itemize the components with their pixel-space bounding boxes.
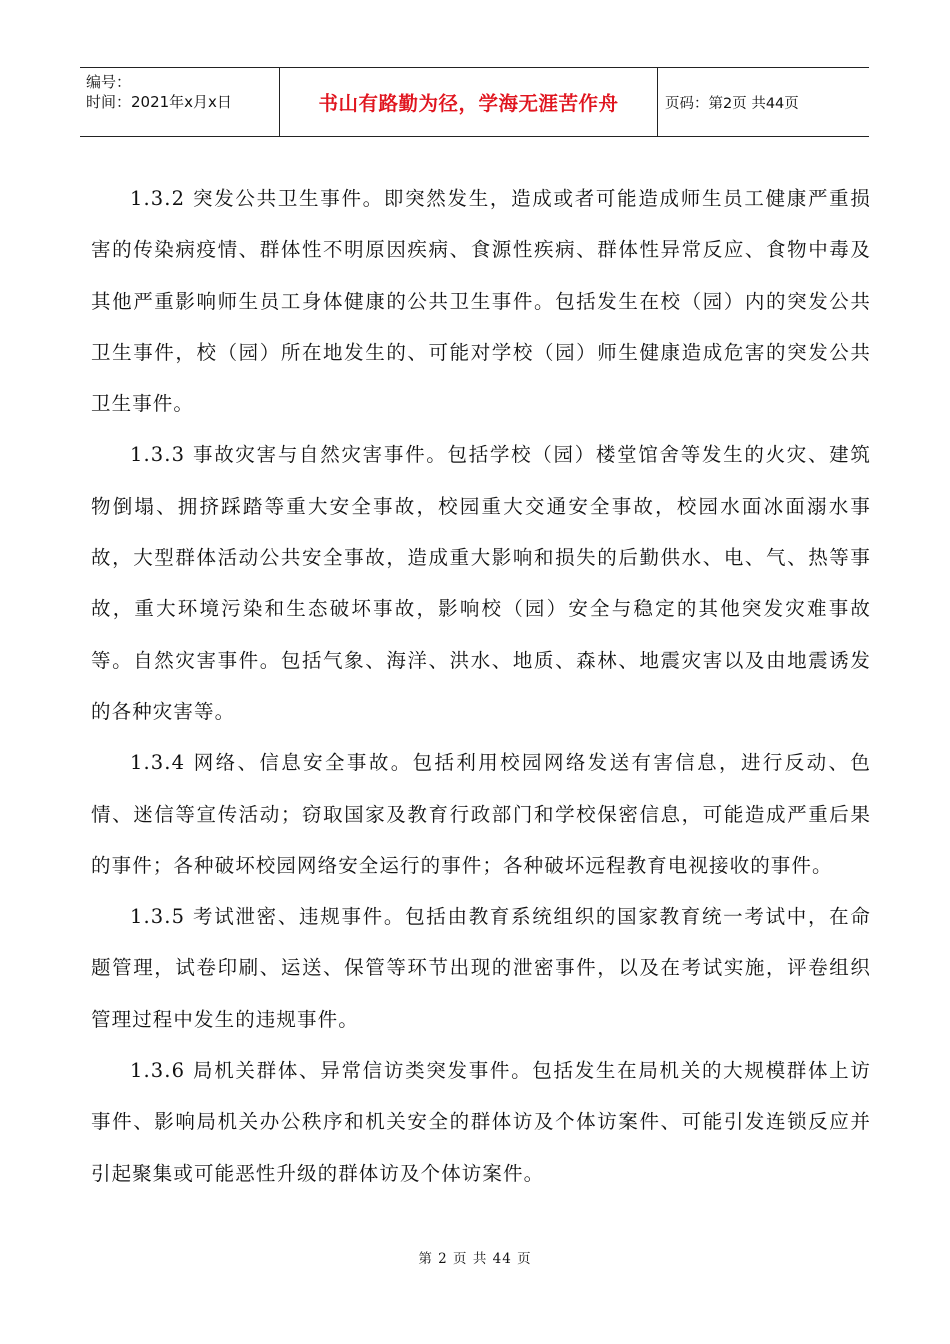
page-header bbox=[80, 67, 869, 137]
page-footer: 第 2 页 共 44 页 bbox=[418, 1251, 532, 1267]
number-label: 编号： bbox=[86, 73, 132, 91]
document-body bbox=[91, 173, 871, 1199]
paragraph-1-3-5: 1.3.5 考试泄密、违规事件。包括由教育系统组织的国家教育统一考试中，在命题管理，试卷印刷、运送、保管等环节出现的泄密事件，以及在考试实施，评卷组织管理过程中发生的违规事件。 bbox=[91, 905, 871, 1031]
header-motto: 书山有路勤为径，学海无涯苦作舟 bbox=[280, 68, 658, 136]
paragraph-1-3-2: 1.3.2 突发公共卫生事件。即突然发生，造成或者可能造成师生员工健康严重损害的传染病疫情、群体性不明原因疾病、食源性疾病、群体性异常反应、食物中毒及其他严重影响师生员工身体健康的公共卫生事件。包括发生在校（园）内的突发公共卫生事件，校（园）所在地发生的、可能对学校（园）师生健康造成危害的突发公共卫生事件。 bbox=[91, 187, 871, 416]
header-page-code: 页码：第2页 共44页 bbox=[665, 95, 799, 112]
paragraph-1-3-4: 1.3.4 网络、信息安全事故。包括利用校园网络发送有害信息，进行反动、色情、迷信等宣传活动；窃取国家及教育行政部门和学校保密信息，可能造成严重后果的事件；各种破坏校园网络安全运行的事件；各种破坏远程教育电视接收的事件。 bbox=[91, 751, 871, 877]
paragraph-1-3-3: 1.3.3 事故灾害与自然灾害事件。包括学校（园）楼堂馆舍等发生的火灾、建筑物倒塌、拥挤踩踏等重大安全事故，校园重大交通安全事故，校园水面冰面溺水事故，大型群体活动公共安全事故，造成重大影响和损失的后勤供水、电、气、热等事故，重大环境污染和生态破坏事故，影响校（园）安全与稳定的其他突发灾难事故等。自然灾害事件。包括气象、海洋、洪水、地质、森林、地震灾害以及由地震诱发的各种灾害等。 bbox=[91, 443, 871, 723]
header-meta bbox=[80, 68, 280, 136]
time-label: 时间：2021年x月x日 bbox=[86, 93, 232, 111]
paragraph-1-3-6: 1.3.6 局机关群体、异常信访类突发事件。包括发生在局机关的大规模群体上访事件、影响局机关办公秩序和机关安全的群体访及个体访案件、可能引发连锁反应并引起聚集或可能恶性升级的群体访及个体访案件。 bbox=[91, 1059, 871, 1185]
